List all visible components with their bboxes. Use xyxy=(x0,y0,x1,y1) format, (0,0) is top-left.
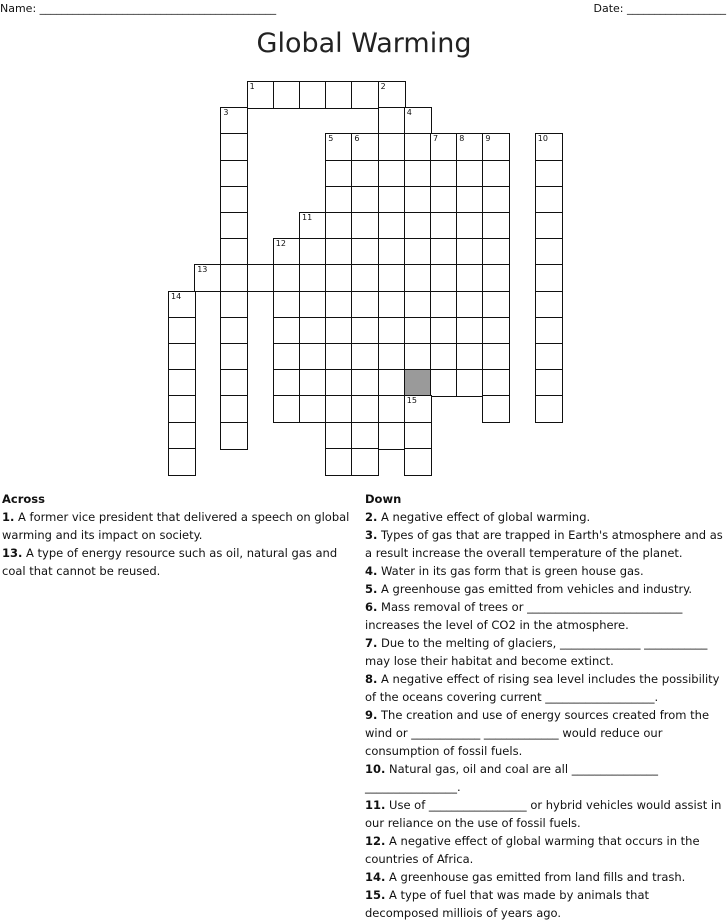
down-clue xyxy=(365,832,725,868)
grid-cell[interactable] xyxy=(430,291,458,319)
grid-cell[interactable] xyxy=(194,264,222,292)
clue-number: 6 xyxy=(354,134,360,144)
grid-cell[interactable] xyxy=(456,133,484,161)
clue-text: A former vice president that delivered a speech on global warming and its impact on society. xyxy=(2,510,350,542)
grid-cell[interactable] xyxy=(535,238,563,266)
grid-cell[interactable] xyxy=(535,369,563,397)
grid-cell[interactable] xyxy=(378,160,406,188)
grid-cell[interactable] xyxy=(168,317,196,345)
down-clue xyxy=(365,886,725,922)
grid-cell[interactable] xyxy=(404,212,432,240)
grid-cell[interactable] xyxy=(325,133,353,161)
down-clue xyxy=(365,670,725,706)
grid-cell[interactable] xyxy=(430,133,458,161)
grid-cell[interactable] xyxy=(299,212,327,240)
grid-cell[interactable] xyxy=(220,186,248,214)
grid-cell[interactable] xyxy=(273,395,301,423)
clue-text: A type of fuel that was made by animals that decomposed milliois of years ago. xyxy=(365,888,650,920)
grid-cell[interactable] xyxy=(351,422,379,450)
grid-cell[interactable] xyxy=(482,133,510,161)
grid-cell[interactable] xyxy=(273,81,301,109)
grid-cell[interactable] xyxy=(378,291,406,319)
grid-cell[interactable] xyxy=(456,317,484,345)
grid-cell[interactable] xyxy=(430,369,458,397)
clue-num: 15. xyxy=(365,888,386,902)
clue-num: 4. xyxy=(365,564,378,578)
clue-num: 3. xyxy=(365,528,378,542)
grid-cell[interactable] xyxy=(351,81,379,109)
grid-cell[interactable] xyxy=(482,343,510,371)
grid-cell[interactable] xyxy=(220,264,248,292)
grid-cell[interactable] xyxy=(220,369,248,397)
grid-cell[interactable] xyxy=(299,81,327,109)
grid-cell[interactable] xyxy=(378,81,406,109)
clue-num: 10. xyxy=(365,762,386,776)
across-clue xyxy=(2,508,352,544)
grid-cell[interactable] xyxy=(351,291,379,319)
grid-cell[interactable] xyxy=(535,291,563,319)
grid-cell[interactable] xyxy=(325,291,353,319)
grid-cell[interactable] xyxy=(378,317,406,345)
grid-cell[interactable] xyxy=(325,186,353,214)
grid-cell[interactable] xyxy=(404,133,432,161)
clue-text: Due to the melting of glaciers, ______________ ___________ may lose their habitat and become extinct. xyxy=(365,636,708,668)
clue-number: 13 xyxy=(197,265,208,275)
grid-cell[interactable] xyxy=(325,343,353,371)
grid-cell[interactable] xyxy=(325,317,353,345)
grid-cell[interactable] xyxy=(482,238,510,266)
grid-cell[interactable] xyxy=(404,264,432,292)
grid-cell[interactable] xyxy=(325,238,353,266)
grid-cell[interactable] xyxy=(299,291,327,319)
across-clues xyxy=(2,490,352,580)
grid-cell[interactable] xyxy=(220,422,248,450)
grid-cell[interactable] xyxy=(456,160,484,188)
grid-cell[interactable] xyxy=(273,317,301,345)
grid-cell[interactable] xyxy=(378,107,406,135)
grid-cell[interactable] xyxy=(168,291,196,319)
clue-number: 10 xyxy=(537,134,548,144)
grid-cell[interactable] xyxy=(535,160,563,188)
grid-cell[interactable] xyxy=(220,160,248,188)
grid-cell[interactable] xyxy=(220,238,248,266)
grid-cell[interactable] xyxy=(247,264,275,292)
down-clue xyxy=(365,562,725,580)
down-clue xyxy=(365,796,725,832)
clue-text: A greenhouse gas emitted from land fills and trash. xyxy=(385,870,686,884)
grid-cell[interactable] xyxy=(220,291,248,319)
page-title: Global Warming xyxy=(256,28,472,59)
clue-number: 9 xyxy=(485,134,491,144)
clue-num: 14. xyxy=(365,870,386,884)
grid-cell[interactable] xyxy=(404,369,432,397)
grid-cell[interactable] xyxy=(351,369,379,397)
clue-text: A type of energy resource such as oil, natural gas and coal that cannot be reused. xyxy=(2,546,338,578)
clue-num: 12. xyxy=(365,834,386,848)
clue-number: 7 xyxy=(433,134,439,144)
grid-cell[interactable] xyxy=(351,212,379,240)
grid-cell[interactable] xyxy=(482,186,510,214)
grid-cell[interactable] xyxy=(351,448,379,476)
grid-cell[interactable] xyxy=(351,160,379,188)
grid-cell[interactable] xyxy=(535,317,563,345)
grid-cell[interactable] xyxy=(351,238,379,266)
clue-text: Use of _________________ or hybrid vehicles would assist in our reliance on the use of fossil fuels. xyxy=(365,798,722,830)
grid-cell[interactable] xyxy=(535,264,563,292)
grid-cell[interactable] xyxy=(273,369,301,397)
clue-number: 3 xyxy=(223,108,229,118)
clue-number: 5 xyxy=(328,134,334,144)
grid-cell[interactable] xyxy=(325,160,353,188)
grid-cell[interactable] xyxy=(168,422,196,450)
clue-text: A negative effect of global warming. xyxy=(377,510,591,524)
grid-cell[interactable] xyxy=(247,81,275,109)
grid-cell[interactable] xyxy=(535,133,563,161)
grid-cell[interactable] xyxy=(325,81,353,109)
clue-number: 14 xyxy=(171,291,182,301)
grid-cell[interactable] xyxy=(220,343,248,371)
clue-number: 8 xyxy=(459,134,465,144)
grid-cell[interactable] xyxy=(351,186,379,214)
grid-cell[interactable] xyxy=(168,448,196,476)
clue-number: 1 xyxy=(249,82,255,91)
grid-cell[interactable] xyxy=(456,186,484,214)
grid-cell[interactable] xyxy=(378,395,406,423)
grid-cell[interactable] xyxy=(482,395,510,423)
down-clue xyxy=(365,508,725,526)
clue-num: 2. xyxy=(365,510,378,524)
grid-cell[interactable] xyxy=(482,369,510,397)
grid-cell[interactable] xyxy=(404,422,432,450)
grid-cell[interactable] xyxy=(456,369,484,397)
grid-cell[interactable] xyxy=(325,448,353,476)
grid-cell[interactable] xyxy=(325,369,353,397)
grid-cell[interactable] xyxy=(351,264,379,292)
grid-cell[interactable] xyxy=(378,186,406,214)
grid-cell[interactable] xyxy=(430,264,458,292)
grid-cell[interactable] xyxy=(404,291,432,319)
clue-number: 2 xyxy=(380,82,386,91)
grid-cell[interactable] xyxy=(482,264,510,292)
grid-cell[interactable] xyxy=(273,264,301,292)
grid-cell[interactable] xyxy=(273,291,301,319)
grid-cell[interactable] xyxy=(378,422,406,450)
grid-cell[interactable] xyxy=(325,264,353,292)
grid-cell[interactable] xyxy=(456,264,484,292)
grid-cell[interactable] xyxy=(168,343,196,371)
down-heading: Down xyxy=(365,492,402,506)
clue-text: The creation and use of energy sources created from the wind or ____________ _____________ would reduce our consumption of fossil fuels. xyxy=(365,708,710,758)
clue-text: A greenhouse gas emitted from vehicles and industry. xyxy=(377,582,693,596)
clue-num: 8. xyxy=(365,672,378,686)
grid-cell[interactable] xyxy=(378,238,406,266)
grid-cell[interactable] xyxy=(299,395,327,423)
clue-text: A negative effect of global warming that occurs in the countries of Africa. xyxy=(365,834,700,866)
clue-number: 12 xyxy=(275,239,286,249)
grid-cell[interactable] xyxy=(325,422,353,450)
grid-cell[interactable] xyxy=(378,264,406,292)
down-clues xyxy=(365,490,725,922)
clue-text: Water in its gas form that is green house gas. xyxy=(377,564,644,578)
clue-text: Natural gas, oil and coal are all _______________ ________________. xyxy=(365,762,658,794)
grid-cell[interactable] xyxy=(456,212,484,240)
grid-cell[interactable] xyxy=(482,160,510,188)
grid-cell[interactable] xyxy=(430,238,458,266)
clue-number: 11 xyxy=(302,213,313,222)
grid-cell[interactable] xyxy=(325,212,353,240)
grid-cell[interactable] xyxy=(430,317,458,345)
down-clue xyxy=(365,526,725,562)
clue-num: 6. xyxy=(365,600,378,614)
down-clue xyxy=(365,580,725,598)
grid-cell[interactable] xyxy=(378,369,406,397)
grid-cell[interactable] xyxy=(404,186,432,214)
down-clue xyxy=(365,868,725,886)
grid-cell[interactable] xyxy=(404,238,432,266)
grid-cell[interactable] xyxy=(535,186,563,214)
grid-cell[interactable] xyxy=(220,395,248,423)
grid-cell[interactable] xyxy=(220,212,248,240)
down-clue xyxy=(365,760,725,796)
grid-cell[interactable] xyxy=(351,133,379,161)
grid-cell[interactable] xyxy=(404,107,432,135)
grid-cell[interactable] xyxy=(482,317,510,345)
grid-cell[interactable] xyxy=(273,238,301,266)
clue-num: 7. xyxy=(365,636,378,650)
grid-cell[interactable] xyxy=(456,343,484,371)
grid-cell[interactable] xyxy=(299,238,327,266)
grid-cell[interactable] xyxy=(404,317,432,345)
grid-cell[interactable] xyxy=(535,343,563,371)
grid-cell[interactable] xyxy=(404,448,432,476)
grid-cell[interactable] xyxy=(325,395,353,423)
clue-num: 11. xyxy=(365,798,386,812)
grid-cell[interactable] xyxy=(456,291,484,319)
grid-cell[interactable] xyxy=(456,238,484,266)
grid-cell[interactable] xyxy=(299,317,327,345)
clue-text: A negative effect of rising sea level includes the possibility of the oceans covering current ___________________. xyxy=(365,672,720,704)
grid-cell[interactable] xyxy=(168,395,196,423)
grid-cell[interactable] xyxy=(351,317,379,345)
clue-num: 13. xyxy=(2,546,23,560)
grid-cell[interactable] xyxy=(482,212,510,240)
grid-cell[interactable] xyxy=(535,395,563,423)
clue-number: 4 xyxy=(406,108,412,118)
clue-text: Mass removal of trees or ___________________________ increases the level of CO2 in the atmosphere. xyxy=(365,600,683,632)
grid-cell[interactable] xyxy=(351,343,379,371)
grid-cell[interactable] xyxy=(220,317,248,345)
across-clue xyxy=(2,544,352,580)
clue-text: Types of gas that are trapped in Earth's atmosphere and as a result increase the overall temperature of the planet. xyxy=(365,528,723,560)
grid-cell[interactable] xyxy=(430,186,458,214)
name-field-label: Name: ___________________________________________ xyxy=(0,2,277,15)
grid-cell[interactable] xyxy=(351,395,379,423)
grid-cell[interactable] xyxy=(430,160,458,188)
grid-cell[interactable] xyxy=(299,264,327,292)
grid-cell[interactable] xyxy=(220,107,248,135)
grid-cell[interactable] xyxy=(378,212,406,240)
grid-cell[interactable] xyxy=(404,160,432,188)
grid-cell[interactable] xyxy=(378,133,406,161)
grid-cell[interactable] xyxy=(430,212,458,240)
grid-cell[interactable] xyxy=(273,343,301,371)
clue-num: 9. xyxy=(365,708,378,722)
clue-num: 5. xyxy=(365,582,378,596)
grid-cell[interactable] xyxy=(535,212,563,240)
grid-cell[interactable] xyxy=(430,343,458,371)
grid-cell[interactable] xyxy=(404,395,432,423)
clue-num: 1. xyxy=(2,510,15,524)
down-clue xyxy=(365,706,725,760)
date-field-label: Date: __________________ xyxy=(593,2,726,15)
down-clue xyxy=(365,598,725,634)
grid-cell[interactable] xyxy=(482,291,510,319)
grid-cell[interactable] xyxy=(299,343,327,371)
grid-cell[interactable] xyxy=(404,343,432,371)
across-heading: Across xyxy=(2,492,45,506)
grid-cell[interactable] xyxy=(378,343,406,371)
down-clue xyxy=(365,634,725,670)
clue-number: 15 xyxy=(406,396,417,406)
grid-cell[interactable] xyxy=(299,369,327,397)
grid-cell[interactable] xyxy=(168,369,196,397)
grid-cell[interactable] xyxy=(220,133,248,161)
